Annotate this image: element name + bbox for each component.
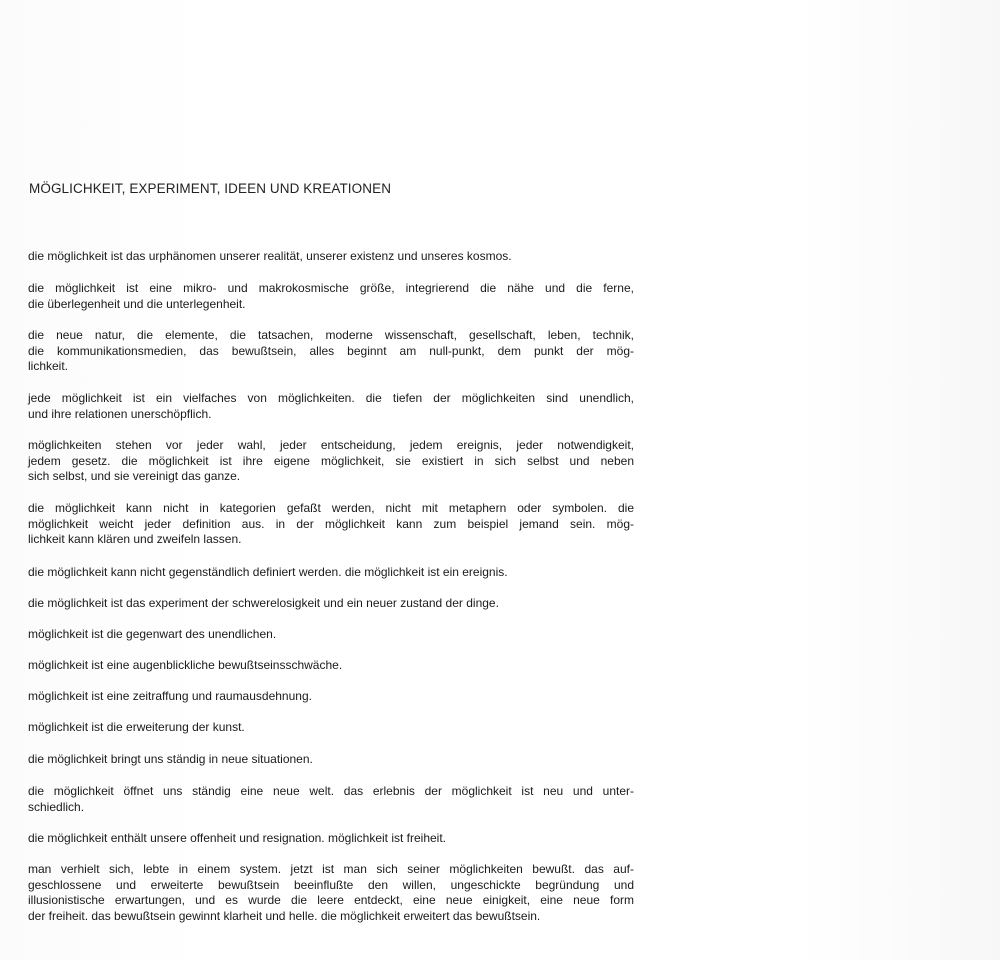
paragraph bbox=[28, 862, 634, 924]
paragraph-line: möglichkeit ist eine augenblickliche bewußtseinsschwäche. bbox=[28, 658, 343, 672]
paragraph-line: und ihre relationen unerschöpflich. bbox=[28, 406, 212, 421]
paragraph-line: die möglichkeit bringt uns ständig in neue situationen. bbox=[28, 752, 313, 766]
paragraph-line: die möglichkeit enthält unsere offenheit und resignation. möglichkeit ist freiheit. bbox=[28, 831, 447, 845]
paragraph-line: illusionistische erwartungen, und es wurde die leere entdeckt, eine neue einigkeit, eine neue form bbox=[28, 893, 634, 907]
paragraph-line: die möglichkeit kann nicht gegenständlich definiert werden. die möglichkeit ist ein ereignis. bbox=[28, 565, 508, 579]
paragraph bbox=[28, 438, 634, 485]
paragraph-line: möglichkeit ist die erweiterung der kunst. bbox=[28, 720, 245, 734]
paragraph-line: lichkeit. bbox=[28, 359, 69, 373]
paragraph bbox=[28, 784, 634, 815]
paragraph bbox=[28, 596, 634, 612]
paragraph bbox=[28, 249, 634, 265]
paragraph bbox=[28, 831, 634, 847]
document-title: MÖGLICHKEIT, EXPERIMENT, IDEEN UND KREATIONEN bbox=[29, 181, 392, 196]
paragraph-line: schiedlich. bbox=[28, 799, 85, 814]
paragraph-line: jedem gesetz. die möglichkeit ist ihre eigene möglichkeit, sie existiert in sich selbst und neben bbox=[28, 453, 634, 468]
paragraph-line: möglichkeiten stehen vor jeder wahl, jeder entscheidung, jedem ereignis, jeder notwendigkeit, bbox=[28, 438, 634, 452]
paragraph-line: die möglichkeit ist das experiment der schwerelosigkeit und ein neuer zustand der dinge. bbox=[28, 596, 499, 610]
paragraph-line: die kommunikationsmedien, das bewußtsein, alles beginnt am null-punkt, dem punkt der mög- bbox=[28, 343, 634, 358]
paragraph-line: man verhielt sich, lebte in einem system. jetzt ist man sich seiner möglichkeiten bewußt. das auf- bbox=[28, 862, 634, 876]
paragraph bbox=[28, 658, 634, 674]
paragraph-line: die möglichkeit öffnet uns ständig eine neue welt. das erlebnis der möglichkeit ist neu und unter- bbox=[28, 784, 634, 798]
paragraph-line: möglichkeit ist eine zeitraffung und raumausdehnung. bbox=[28, 689, 312, 703]
paragraph-line: die möglichkeit kann nicht in kategorien gefaßt werden, nicht mit metaphern oder symbolen. die bbox=[28, 501, 634, 515]
paragraph bbox=[28, 720, 634, 736]
paragraph-line: die möglichkeit ist eine mikro- und makrokosmische größe, integrierend die nähe und die ferne, bbox=[28, 281, 634, 295]
paragraph bbox=[28, 565, 634, 581]
paragraph-line: lichkeit kann klären und zweifeln lassen. bbox=[28, 532, 242, 546]
paragraph-line: sich selbst, und sie vereinigt das ganze. bbox=[28, 469, 241, 483]
paragraph-line: möglichkeit ist die gegenwart des unendlichen. bbox=[28, 627, 277, 641]
paragraph-line: die neue natur, die elemente, die tatsachen, moderne wissenschaft, gesellschaft, leben, technik, bbox=[28, 328, 634, 342]
paragraph bbox=[28, 689, 634, 705]
paragraph bbox=[28, 328, 634, 375]
paragraph-line: jede möglichkeit ist ein vielfaches von möglichkeiten. die tiefen der möglichkeiten sind unendlich, bbox=[28, 391, 634, 405]
paragraph-line: möglichkeit weicht jeder definition aus. in der möglichkeit kann zum beispiel jemand sein. mög- bbox=[28, 516, 634, 531]
paragraph-line: der freiheit. das bewußtsein gewinnt klarheit und helle. die möglichkeit erweitert das bewußtsein. bbox=[28, 908, 541, 923]
paragraph-line: die möglichkeit ist das urphänomen unserer realität, unserer existenz und unseres kosmos. bbox=[28, 249, 512, 263]
paragraph bbox=[28, 391, 634, 422]
paragraph bbox=[28, 752, 634, 768]
paragraph bbox=[28, 627, 634, 643]
paragraph-line: geschlossene und erweiterte bewußtsein beeinflußte den willen, ungeschickte begründung und bbox=[28, 877, 634, 892]
paragraph bbox=[28, 281, 634, 312]
paragraph bbox=[28, 501, 634, 548]
paragraph-line: die überlegenheit und die unterlegenheit. bbox=[28, 296, 246, 311]
